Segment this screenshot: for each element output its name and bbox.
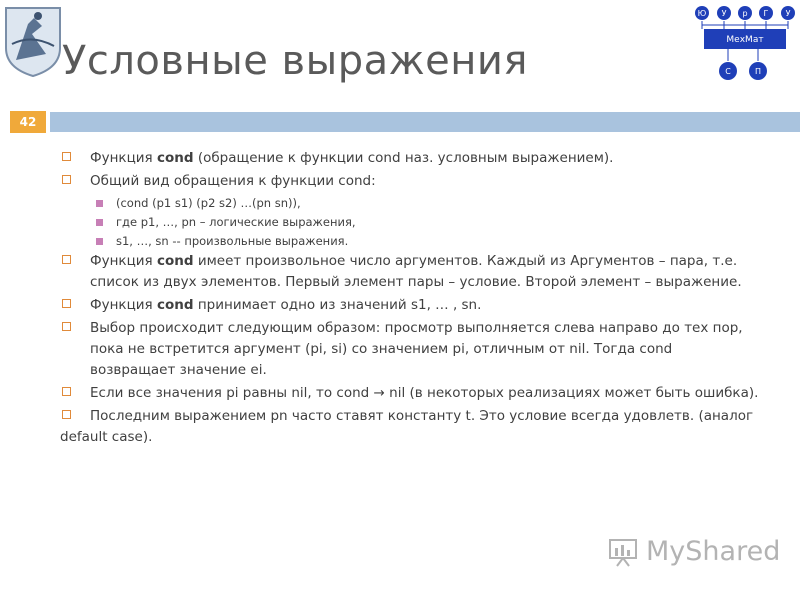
bullet-icon [62,175,71,184]
list-item: Выбор происходит следующим образом: просмотр выполняется слева направо до тех пор, пока не встретится аргумент (pi, si) со значением pi, отличным от nil. Тогда cond возвращает значение ei. [60,318,760,381]
sub-bullet-icon [96,200,103,207]
sub-list-item: (cond (p1 s1) (p2 s2) …(pn sn)), [60,194,760,213]
slide-number: 42 [10,111,46,133]
list-item: Функция cond (обращение к функции cond наз. условным выражением). [60,148,760,169]
list-item: Функция cond имеет произвольное число аргументов. Каждый из Аргументов – пара, т.е. список из двух элементов. Первый элемент пары – условие. Второй элемент – выражение. [60,251,760,293]
bullet-icon [62,410,71,419]
list-item: Последним выражением pn часто ставят константу t. Это условие всегда удовлетв. (аналог default case). [60,408,754,445]
list-item: Общий вид обращения к функции cond: [60,171,760,192]
list-item: Функция cond принимает одно из значений s1, … , sn. [60,295,760,316]
logo-letter: Ю [697,9,707,18]
presentation-icon [608,538,640,568]
sub-list-item: s1, …, sn -- произвольные выражения. [60,232,760,251]
watermark-text: MyShared [646,536,781,567]
logo-letter: р [742,9,748,18]
sub-bullet-icon [96,219,103,226]
logo-letter: У [785,9,791,18]
logo-letter: У [721,9,727,18]
logo-box-label: МехМат [726,35,764,45]
logo-letter: П [754,67,762,76]
bullet-list [60,148,760,450]
university-logo [2,4,64,78]
bullet-icon [62,255,71,264]
page-title: Условные выражения [62,38,528,84]
logo-letter: С [725,67,731,76]
bullet-icon [62,299,71,308]
bullet-icon [62,387,71,396]
logo-letter: Г [763,9,769,18]
list-item: Если все значения pi равны nil, то cond → nil (в некоторых реализациях может быть ошибка). [60,383,760,404]
bullet-icon [62,152,71,161]
mehmat-logo [694,3,796,83]
bullet-icon [62,322,71,331]
sub-list-item: где p1, …, pn – логические выражения, [60,213,760,232]
header-bar [50,112,800,132]
sub-bullet-icon [96,238,103,245]
